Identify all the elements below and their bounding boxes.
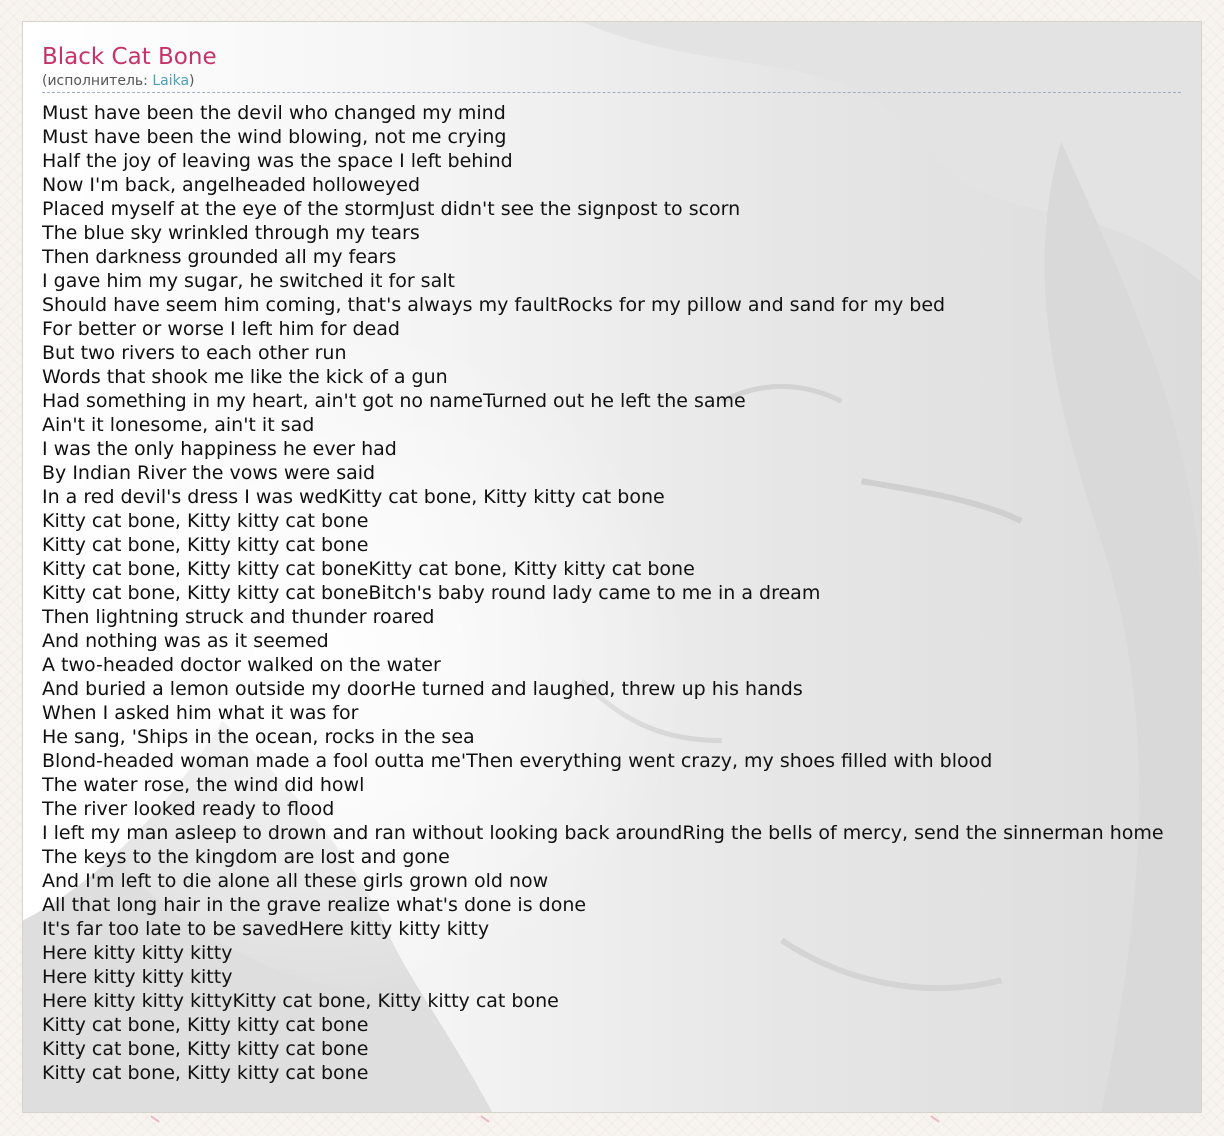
- lyric-line: I was the only happiness he ever had: [42, 438, 397, 460]
- lyric-line: Kitty cat bone, Kitty kitty cat bone: [42, 1038, 369, 1060]
- lyric-line: Now I'm back, angelheaded holloweyed: [42, 174, 421, 196]
- artist-line: [42, 72, 1181, 93]
- artist-link[interactable]: Laika: [152, 73, 190, 89]
- lyric-line: All that long hair in the grave realize what's done is done: [42, 894, 587, 916]
- lyric-line: The water rose, the wind did howl: [42, 774, 365, 796]
- lyric-line: And nothing was as it seemed: [42, 630, 329, 652]
- lyric-line: Half the joy of leaving was the space I left behind: [42, 150, 513, 172]
- lyric-line: Here kitty kitty kittyKitty cat bone, Kitty kitty cat bone: [42, 990, 559, 1012]
- lyric-line: Kitty cat bone, Kitty kitty cat bone: [42, 510, 369, 532]
- lyric-line: Must have been the wind blowing, not me crying: [42, 126, 507, 148]
- lyric-line: He sang, 'Ships in the ocean, rocks in the sea: [42, 726, 475, 748]
- lyric-line: The river looked ready to flood: [42, 798, 335, 820]
- lyric-line: In a red devil's dress I was wedKitty cat bone, Kitty kitty cat bone: [42, 486, 665, 508]
- lyric-line: Here kitty kitty kitty: [42, 966, 233, 988]
- lyric-line: Kitty cat bone, Kitty kitty cat boneKitty cat bone, Kitty kitty cat bone: [42, 558, 695, 580]
- lyric-line: Had something in my heart, ain't got no nameTurned out he left the same: [42, 390, 746, 412]
- decor-mark: [480, 1115, 489, 1122]
- lyric-line: I left my man asleep to drown and ran without looking back aroundRing the bells of mercy, send the sinnerman home: [42, 822, 1164, 844]
- lyric-line: By Indian River the vows were said: [42, 462, 376, 484]
- lyric-line: Kitty cat bone, Kitty kitty cat bone: [42, 1062, 369, 1084]
- decor-mark: [150, 1115, 159, 1122]
- lyric-line: And buried a lemon outside my doorHe turned and laughed, threw up his hands: [42, 678, 803, 700]
- lyric-line: But two rivers to each other run: [42, 342, 347, 364]
- lyric-line: Ain't it lonesome, ain't it sad: [42, 414, 315, 436]
- lyric-line: Then darkness grounded all my fears: [42, 246, 397, 268]
- lyric-line: I gave him my sugar, he switched it for salt: [42, 270, 455, 292]
- lyric-line: Kitty cat bone, Kitty kitty cat bone: [42, 1014, 369, 1036]
- artist-prefix: (исполнитель:: [42, 73, 153, 89]
- lyric-line: Kitty cat bone, Kitty kitty cat bone: [42, 534, 369, 556]
- lyric-line: Blond-headed woman made a fool outta me'Then everything went crazy, my shoes filled with blood: [42, 750, 993, 772]
- lyrics-text: [42, 101, 1181, 1085]
- lyric-line: Then lightning struck and thunder roared: [42, 606, 435, 628]
- lyrics-content: [42, 22, 1181, 1085]
- lyric-line: Here kitty kitty kitty: [42, 942, 233, 964]
- lyric-line: Must have been the devil who changed my mind: [42, 102, 506, 124]
- lyric-line: Placed myself at the eye of the stormJust didn't see the signpost to scorn: [42, 198, 741, 220]
- decor-mark: [930, 1115, 939, 1122]
- lyric-line: Should have seem him coming, that's always my faultRocks for my pillow and sand for my bed: [42, 294, 946, 316]
- lyric-line: It's far too late to be savedHere kitty kitty kitty: [42, 918, 490, 940]
- lyric-line: For better or worse I left him for dead: [42, 318, 400, 340]
- lyric-line: A two-headed doctor walked on the water: [42, 654, 441, 676]
- lyrics-card: [22, 21, 1202, 1113]
- lyric-line: Words that shook me like the kick of a gun: [42, 366, 448, 388]
- artist-suffix: ): [189, 73, 195, 89]
- lyric-line: The keys to the kingdom are lost and gone: [42, 846, 450, 868]
- lyric-line: The blue sky wrinkled through my tears: [42, 222, 420, 244]
- song-title: Black Cat Bone: [42, 44, 217, 70]
- lyric-line: Kitty cat bone, Kitty kitty cat boneBitch's baby round lady came to me in a dream: [42, 582, 821, 604]
- lyric-line: And I'm left to die alone all these girls grown old now: [42, 870, 549, 892]
- lyric-line: When I asked him what it was for: [42, 702, 359, 724]
